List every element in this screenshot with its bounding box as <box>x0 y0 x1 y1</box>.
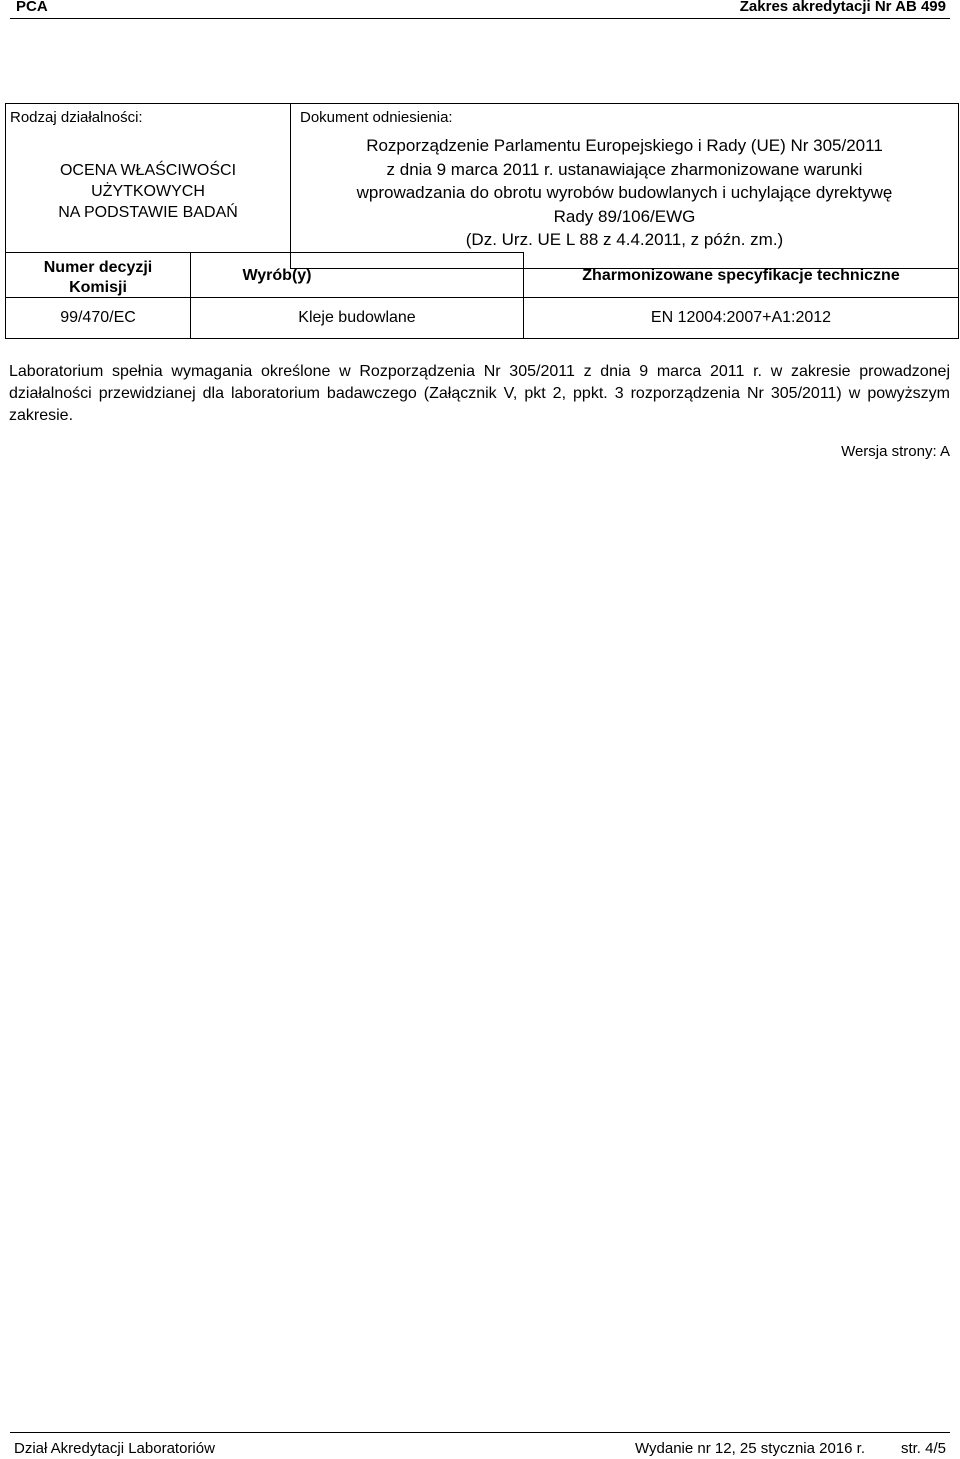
row-decision: 99/470/EC <box>60 309 136 326</box>
page-version: Wersja strony: A <box>841 443 950 460</box>
reference-line: Rady 89/106/EWG <box>553 206 696 226</box>
col-header-specs: Zharmonizowane specyfikacje techniczne <box>582 267 900 284</box>
reference-line: wprowadzania do obrotu wyrobów budowlanych i uchylające dyrektywę <box>356 183 893 202</box>
reference-text <box>291 134 958 252</box>
row-spec: EN 12004:2007+A1:2012 <box>650 309 832 326</box>
header-scope-title: Zakres akredytacji Nr AB 499 <box>739 0 946 15</box>
col-header-decision-line: Komisji <box>69 279 127 296</box>
col-header-decision-line: Numer decyzji <box>43 259 153 276</box>
footer-edition: Wydanie nr 12, 25 stycznia 2016 r. <box>635 1440 865 1457</box>
activity-value-line: NA PODSTAWIE BADAŃ <box>58 204 238 221</box>
footer-page-number: str. 4/5 <box>900 1440 946 1457</box>
header-rule <box>10 18 950 19</box>
page-header <box>0 0 960 18</box>
compliance-paragraph: Laboratorium spełnia wymagania określone w Rozporządzenia Nr 305/2011 z dnia 9 marca 2011 r. w zakresie prowadzonej działalności przewidzianej dla laboratorium badawczego (Załącznik V, pkt 2, ppkt. 3 rozporządzenia Nr 305/2011) w powyższym zakresie. <box>9 363 950 424</box>
footer-department: Dział Akredytacji Laboratoriów <box>14 1440 215 1457</box>
footer-rule <box>10 1432 950 1433</box>
activity-value-line: OCENA WŁAŚCIWOŚCI <box>59 162 237 179</box>
reference-label: Dokument odniesienia: <box>300 109 453 126</box>
activity-value <box>5 160 291 223</box>
header-org: PCA <box>16 0 48 15</box>
reference-line: z dnia 9 marca 2011 r. ustanawiające zharmonizowane warunki <box>386 159 863 179</box>
col-header-product: Wyrób(y) <box>242 267 312 284</box>
reference-line: Rozporządzenie Parlamentu Europejskiego i Rady (UE) Nr 305/2011 <box>366 136 883 155</box>
activity-label: Rodzaj działalności: <box>10 109 143 126</box>
reference-line: (Dz. Urz. UE L 88 z 4.4.2011, z późn. zm.) <box>465 230 784 249</box>
page-footer <box>0 1432 960 1459</box>
col-header-decision <box>5 258 191 298</box>
activity-value-line: UŻYTKOWYCH <box>91 183 205 200</box>
row-product: Kleje budowlane <box>298 309 416 326</box>
